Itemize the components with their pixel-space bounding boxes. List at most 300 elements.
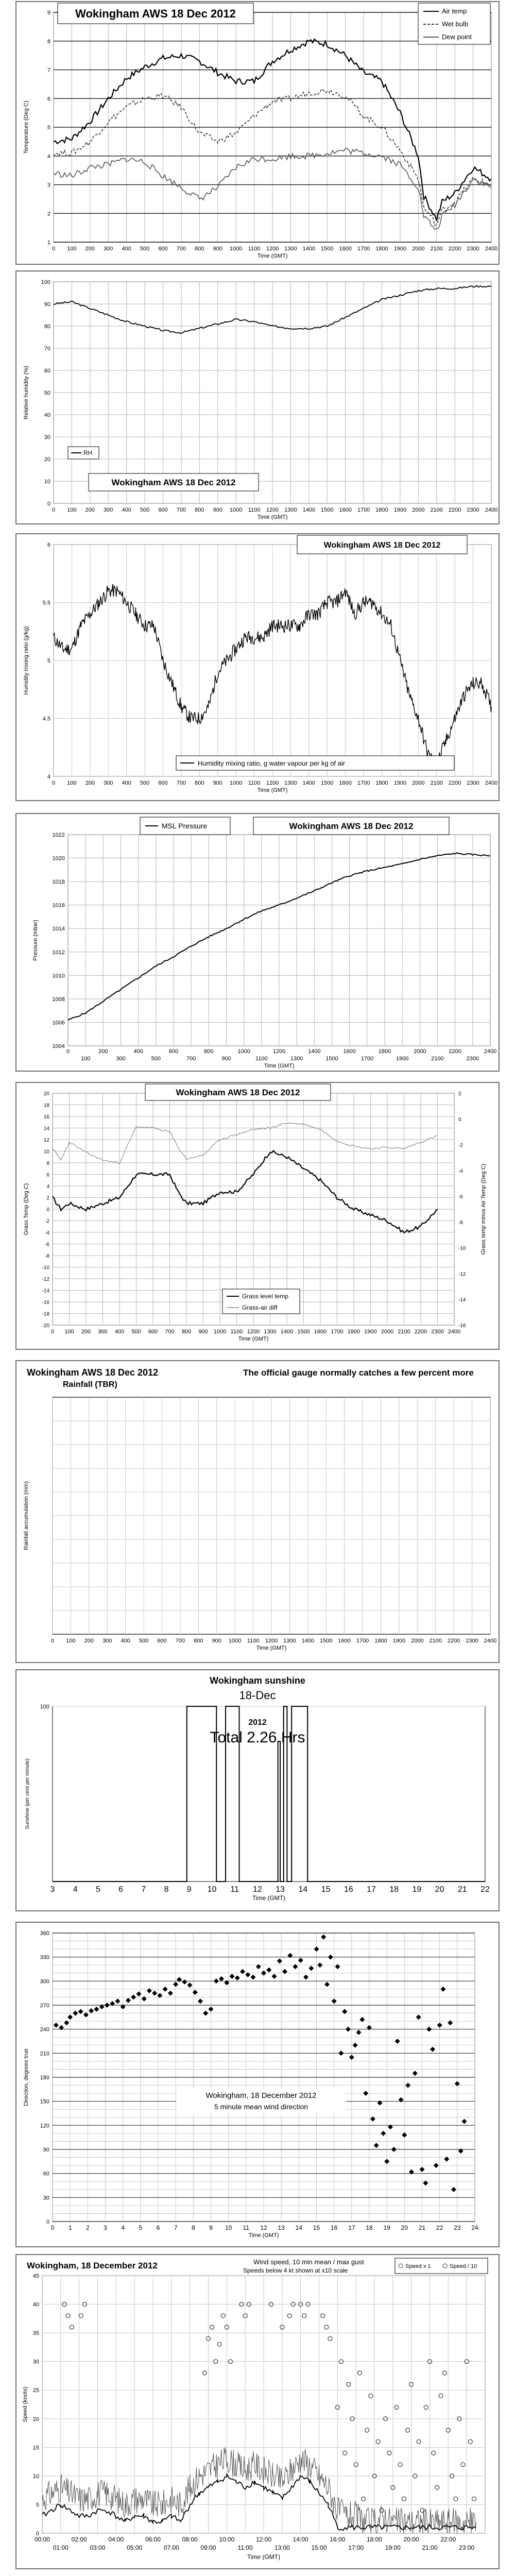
x-tick-label: 1700 — [360, 1056, 374, 1062]
legend-label: Grass level temp — [242, 1293, 289, 1300]
x-tick-label: 1 — [68, 2224, 72, 2231]
x-tick-label: 1400 — [280, 1329, 294, 1335]
y-axis-label: Grass temp minus Air Temp (Deg C) — [480, 1163, 487, 1255]
x-tick-label: 16:00 — [330, 2536, 346, 2543]
x-tick-label: 200 — [85, 507, 95, 513]
y-tick-label: -2 — [45, 1218, 49, 1225]
x-tick-label: 700 — [186, 1056, 196, 1062]
x-tick-label: 21:00 — [422, 2544, 438, 2551]
x-tick-label: 1500 — [297, 1329, 310, 1335]
x-tick-label: 2400 — [485, 780, 498, 786]
x-tick-label: 1300 — [283, 1638, 296, 1644]
x-tick-label: 100 — [67, 246, 77, 252]
x-tick-label: 700 — [165, 1329, 175, 1335]
y-tick-label: 6 — [46, 1172, 49, 1178]
x-axis-label: Time (GMT) — [256, 1645, 287, 1651]
x-tick-label: 0 — [66, 1048, 70, 1055]
sunshine-chart-panel — [15, 1669, 500, 1911]
chart-subtitle: Rainfall (TBR) — [63, 1380, 117, 1389]
y-tick-label: 2 — [46, 1195, 49, 1201]
y-tick-label: 120 — [40, 2123, 49, 2129]
x-tick-label: 3 — [104, 2224, 107, 2231]
x-tick-label: 2000 — [381, 1329, 394, 1335]
y-tick-label: -12 — [42, 1277, 49, 1282]
y-tick-label: 240 — [40, 2026, 49, 2033]
y-tick-label: 35 — [32, 2330, 39, 2337]
x-tick-label: 2300 — [467, 507, 479, 513]
x-tick-label: 1900 — [393, 780, 407, 786]
x-tick-label: 9 — [186, 1885, 192, 1894]
x-tick-label: 2000 — [412, 246, 425, 252]
y-tick-label: 1004 — [52, 1043, 65, 1049]
x-tick-label: 2100 — [430, 246, 443, 252]
y2-tick-label: -12 — [458, 1272, 466, 1277]
x-tick-label: 1400 — [302, 780, 316, 786]
x-tick-label: 1700 — [357, 507, 370, 513]
x-tick-label: 800 — [194, 1638, 203, 1644]
x-tick-label: 900 — [198, 1329, 208, 1335]
x-axis-label: Time (GMT) — [264, 1063, 295, 1069]
chart-title: Wokingham sunshine — [210, 1675, 305, 1686]
x-tick-label: 100 — [67, 507, 77, 513]
x-tick-label: 1600 — [339, 246, 352, 252]
temperature-chart-panel — [15, 1, 500, 265]
x-tick-label: 900 — [213, 507, 222, 513]
x-tick-label: 14:00 — [293, 2536, 308, 2543]
x-tick-label: 6 — [156, 2224, 160, 2231]
x-axis-label: Time (GMT) — [248, 2232, 279, 2239]
x-tick-label: 200 — [98, 1048, 108, 1055]
x-tick-label: 1800 — [347, 1329, 360, 1335]
y2-tick-label: -4 — [458, 1168, 463, 1174]
x-tick-label: 6 — [118, 1885, 124, 1894]
y-tick-label: 6 — [47, 542, 50, 548]
y-axis-label: Grass Temp (Deg C) — [23, 1183, 29, 1235]
x-tick-label: 2000 — [412, 780, 425, 786]
y-tick-label: -18 — [42, 1311, 49, 1317]
y-tick-label: 60 — [44, 368, 50, 374]
y-tick-label: 14 — [43, 1126, 49, 1132]
y-tick-label: 90 — [43, 2147, 49, 2153]
x-tick-label: 2100 — [430, 507, 443, 513]
rainfall-chart-panel — [15, 1360, 500, 1663]
y-tick-label: 5 — [47, 125, 50, 131]
x-tick-label: 16 — [344, 1885, 353, 1894]
y-tick-label: 60 — [43, 2171, 49, 2177]
y-tick-label: 210 — [40, 2050, 49, 2057]
y2-tick-label: -10 — [458, 1246, 466, 1251]
chart-subtitle: 5 minute mean wind direction — [214, 2103, 308, 2111]
x-tick-label: 1700 — [331, 1329, 344, 1335]
y-tick-label: 70 — [44, 346, 50, 352]
x-tick-label: 800 — [195, 507, 204, 513]
x-tick-label: 400 — [121, 1638, 130, 1644]
y-tick-label: -4 — [45, 1230, 49, 1236]
x-tick-label: 17 — [367, 1885, 376, 1894]
x-tick-label: 700 — [176, 507, 186, 513]
x-tick-label: 00:00 — [34, 2536, 50, 2543]
y-axis-label: Sunshine (per cent per minute) — [25, 1758, 30, 1829]
chart-title: Wokingham AWS 18 Dec 2012 — [289, 821, 414, 832]
x-tick-label: 1000 — [229, 246, 243, 252]
x-tick-label: 24 — [471, 2224, 478, 2231]
x-tick-label: 1000 — [228, 1638, 242, 1644]
y-tick-label: 30 — [44, 434, 50, 440]
y-tick-label: 8 — [47, 38, 50, 45]
x-tick-label: 500 — [140, 780, 150, 786]
x-tick-label: 16 — [330, 2224, 338, 2231]
x-tick-label: 1900 — [393, 507, 407, 513]
x-tick-label: 300 — [104, 507, 113, 513]
x-tick-label: 2400 — [485, 507, 498, 513]
x-tick-label: 2400 — [485, 246, 498, 252]
x-tick-label: 11 — [230, 1885, 239, 1894]
x-tick-label: 200 — [81, 1329, 91, 1335]
legend-label: MSL Pressure — [162, 822, 208, 830]
y-tick-label: 6 — [47, 96, 50, 103]
x-axis-label: Time (GMT) — [257, 514, 288, 520]
x-tick-label: 1300 — [284, 780, 297, 786]
x-tick-label: 2300 — [466, 1638, 478, 1644]
y-tick-label: 0 — [47, 501, 50, 507]
chart-title: Wokingham AWS 18 Dec 2012 — [111, 478, 236, 488]
x-tick-label: 17 — [348, 2224, 355, 2231]
x-tick-label: 13 — [278, 2224, 285, 2231]
y-tick-label: 0 — [36, 2531, 39, 2537]
x-tick-label: 0 — [52, 507, 56, 513]
x-tick-label: 1000 — [229, 507, 243, 513]
x-tick-label: 1500 — [320, 1638, 333, 1644]
x-tick-label: 600 — [158, 780, 168, 786]
x-tick-label: 2400 — [484, 1048, 497, 1055]
y-tick-label: 7 — [47, 67, 50, 74]
x-tick-label: 1100 — [248, 507, 261, 513]
x-tick-label: 20 — [435, 1885, 444, 1894]
x-tick-label: 5 — [139, 2224, 143, 2231]
x-tick-label: 1300 — [284, 507, 297, 513]
x-tick-label: 0 — [52, 780, 56, 786]
x-tick-label: 05:00 — [127, 2544, 143, 2551]
x-tick-label: 2300 — [431, 1329, 444, 1335]
x-tick-label: 1900 — [396, 1056, 409, 1062]
wind-speed-chart — [16, 2255, 499, 2568]
y-tick-label: 1008 — [52, 996, 65, 1003]
y-tick-label: 150 — [40, 2098, 49, 2105]
x-tick-label: 12 — [252, 1885, 262, 1894]
chart-title: Wokingham AWS 18 Dec 2012 — [75, 7, 236, 20]
x-tick-label: 17:00 — [348, 2544, 364, 2551]
x-tick-label: 06:00 — [145, 2536, 161, 2543]
x-axis-label: Time (GMT) — [257, 787, 288, 793]
x-tick-label: 1900 — [364, 1329, 377, 1335]
y-axis-label: Temperature (Deg C) — [23, 100, 29, 154]
x-tick-label: 19:00 — [385, 2544, 401, 2551]
x-tick-label: 7 — [141, 1885, 146, 1894]
x-tick-label: 1700 — [356, 1638, 369, 1644]
x-tick-label: 1600 — [314, 1329, 327, 1335]
x-tick-label: 19 — [412, 1885, 422, 1894]
y-tick-label: 45 — [32, 2273, 39, 2279]
y-tick-label: 300 — [40, 1978, 49, 1985]
chart-subtitle: Wind speed, 10 min mean / max gust — [253, 2258, 364, 2266]
y-tick-label: 0 — [46, 2219, 49, 2225]
y-tick-label: 4 — [47, 774, 50, 780]
pressure-chart — [16, 814, 499, 1071]
y-tick-label: 180 — [40, 2075, 49, 2081]
legend-label: RH — [83, 449, 93, 456]
mixing-ratio-chart — [16, 534, 499, 800]
x-tick-label: 1800 — [375, 780, 388, 786]
y-tick-label: 10 — [32, 2473, 39, 2480]
x-tick-label: 15 — [321, 1885, 331, 1894]
x-tick-label: 500 — [140, 507, 150, 513]
y-tick-label: 12 — [43, 1138, 49, 1143]
x-tick-label: 1500 — [321, 780, 334, 786]
y-tick-label: 1010 — [52, 973, 65, 979]
y-tick-label: -20 — [42, 1323, 49, 1329]
y-axis-label: Rainfall accumulation (mm) — [23, 1481, 29, 1550]
y-tick-label: 9 — [47, 10, 50, 16]
y-tick-label: 18 — [43, 1103, 49, 1109]
x-tick-label: 1800 — [375, 246, 388, 252]
x-tick-label: 200 — [84, 1638, 94, 1644]
chart-title: Wokingham, 18 December 2012 — [205, 2091, 317, 2100]
x-tick-label: 2200 — [448, 507, 461, 513]
x-tick-label: 2400 — [448, 1329, 461, 1335]
x-tick-label: 900 — [213, 246, 222, 252]
y-tick-label: 4 — [46, 1184, 49, 1190]
x-tick-label: 09:00 — [200, 2544, 216, 2551]
y-axis-label: Relative humidity (%) — [23, 366, 29, 419]
x-tick-label: 1100 — [230, 1329, 243, 1335]
y-tick-label: -14 — [42, 1288, 49, 1294]
y-tick-label: -16 — [42, 1300, 49, 1306]
x-tick-label: 1700 — [357, 246, 370, 252]
y-tick-label: 25 — [32, 2387, 39, 2394]
wind-direction-chart — [16, 1923, 499, 2246]
x-tick-label: 500 — [131, 1329, 141, 1335]
x-tick-label: 1300 — [264, 1329, 277, 1335]
y-tick-label: 0 — [46, 1207, 49, 1213]
y2-tick-label: -14 — [458, 1297, 466, 1303]
x-tick-label: 2 — [85, 2224, 90, 2231]
y-tick-label: 8 — [46, 1161, 49, 1166]
grass-temp-chart — [16, 1083, 499, 1349]
y-tick-label: 1016 — [52, 902, 65, 909]
y-tick-label: 1022 — [52, 832, 65, 838]
x-tick-label: 5 — [95, 1885, 100, 1894]
x-tick-label: 800 — [195, 246, 204, 252]
x-tick-label: 22 — [436, 2224, 443, 2231]
x-tick-label: 18 — [389, 1885, 399, 1894]
x-tick-label: 1200 — [272, 1048, 286, 1055]
x-tick-label: 18:00 — [366, 2536, 383, 2543]
x-tick-label: 02:00 — [71, 2536, 87, 2543]
chart-note: The official gauge normally catches a few percent more — [243, 1368, 474, 1378]
x-tick-label: 600 — [148, 1329, 158, 1335]
x-tick-label: 100 — [66, 1638, 76, 1644]
y-tick-label: -10 — [42, 1265, 49, 1271]
y-tick-label: 30 — [43, 2195, 49, 2201]
x-tick-label: 1100 — [248, 780, 261, 786]
y-axis-label: Humidity mixing ratio (g/kg) — [23, 626, 29, 695]
temperature-chart — [16, 2, 499, 264]
x-tick-label: 2300 — [466, 1056, 479, 1062]
y-tick-label: 10 — [43, 1149, 49, 1155]
x-tick-label: 2200 — [414, 1329, 427, 1335]
y-tick-label: 90 — [44, 301, 50, 308]
x-tick-label: 1600 — [339, 780, 352, 786]
y-tick-label: 40 — [32, 2301, 39, 2308]
x-tick-label: 1800 — [378, 1048, 391, 1055]
x-tick-label: 0 — [50, 1329, 55, 1335]
x-axis-label: Time (GMT) — [247, 2553, 281, 2561]
x-tick-label: 2100 — [429, 1638, 442, 1644]
x-tick-label: 20 — [401, 2224, 408, 2231]
x-tick-label: 1500 — [321, 507, 334, 513]
y2-tick-label: -2 — [458, 1143, 463, 1148]
y-tick-label: 1018 — [52, 879, 65, 886]
y-tick-label: 50 — [44, 390, 50, 396]
x-tick-label: 9 — [209, 2224, 213, 2231]
y-tick-label: 100 — [41, 279, 50, 285]
x-tick-label: 1100 — [255, 1056, 268, 1062]
x-tick-label: 11:00 — [237, 2544, 253, 2551]
x-tick-label: 19 — [383, 2224, 390, 2231]
x-tick-label: 15 — [313, 2224, 320, 2231]
y-tick-label: 3 — [47, 182, 50, 189]
x-tick-label: 500 — [139, 1638, 149, 1644]
x-tick-label: 1300 — [290, 1056, 303, 1062]
y-tick-label: 330 — [40, 1954, 49, 1961]
x-tick-label: 2000 — [414, 1048, 426, 1055]
legend-label: Speed / 10 — [450, 2263, 477, 2269]
x-tick-label: 300 — [116, 1056, 126, 1062]
y-tick-label: 270 — [40, 2003, 49, 2009]
x-tick-label: 2300 — [467, 246, 479, 252]
x-tick-label: 100 — [64, 1329, 74, 1335]
x-tick-label: 1200 — [266, 507, 279, 513]
mixing-ratio-chart-panel — [15, 533, 500, 801]
y2-tick-label: 2 — [458, 1091, 461, 1097]
x-tick-label: 22:00 — [440, 2536, 456, 2543]
chart-subtitle: Speeds below 4 kt shown at x10 scale — [243, 2267, 348, 2274]
y-tick-label: 1 — [47, 240, 50, 246]
x-tick-label: 2100 — [398, 1329, 410, 1335]
x-tick-label: 1100 — [247, 1638, 260, 1644]
x-tick-label: 1500 — [321, 246, 334, 252]
x-tick-label: 03:00 — [90, 2544, 106, 2551]
x-tick-label: 07:00 — [163, 2544, 179, 2551]
x-tick-label: 1900 — [393, 246, 407, 252]
x-tick-label: 20:00 — [403, 2536, 419, 2543]
x-tick-label: 12 — [260, 2224, 267, 2231]
x-tick-label: 22 — [480, 1885, 490, 1894]
x-tick-label: 2400 — [484, 1638, 497, 1644]
x-tick-label: 1400 — [308, 1048, 321, 1055]
x-tick-label: 200 — [85, 780, 95, 786]
y-tick-label: -6 — [45, 1242, 49, 1248]
x-tick-label: 12:00 — [255, 2536, 272, 2543]
legend-label: Dew point — [442, 33, 472, 41]
x-tick-label: 800 — [195, 780, 204, 786]
x-tick-label: 21 — [457, 1885, 467, 1894]
y-tick-label: 100 — [40, 1704, 49, 1710]
y-tick-label: 1012 — [52, 949, 65, 956]
sunshine-chart — [16, 1670, 499, 1910]
x-tick-label: 1600 — [343, 1048, 356, 1055]
y-tick-label: 4.5 — [42, 716, 50, 722]
wind-speed-chart-panel — [15, 2254, 500, 2569]
chart-year: 2012 — [248, 1718, 267, 1727]
x-tick-label: 1900 — [392, 1638, 406, 1644]
x-tick-label: 1800 — [375, 507, 388, 513]
y2-tick-label: -6 — [458, 1194, 463, 1200]
x-tick-label: 3 — [50, 1885, 55, 1894]
x-tick-label: 8 — [191, 2224, 195, 2231]
x-tick-label: 1200 — [265, 1638, 278, 1644]
x-tick-label: 7 — [174, 2224, 178, 2231]
x-tick-label: 2000 — [412, 507, 425, 513]
x-tick-label: 300 — [104, 246, 113, 252]
y-tick-label: 4 — [47, 153, 50, 160]
y-tick-label: 10 — [44, 479, 50, 485]
y-tick-label: 15 — [32, 2445, 39, 2451]
x-tick-label: 600 — [168, 1048, 179, 1055]
x-tick-label: 14 — [298, 1885, 308, 1894]
x-tick-label: 1200 — [247, 1329, 260, 1335]
x-tick-label: 1500 — [325, 1056, 338, 1062]
x-tick-label: 2100 — [430, 780, 443, 786]
pressure-chart-panel — [15, 813, 500, 1072]
y-axis-label: Pressure (mbar) — [32, 920, 39, 961]
x-tick-label: 600 — [158, 507, 168, 513]
y-tick-label: 1020 — [52, 855, 65, 862]
y2-tick-label: -8 — [458, 1220, 463, 1226]
x-tick-label: 1000 — [237, 1048, 250, 1055]
x-tick-label: 4 — [121, 2224, 125, 2231]
x-tick-label: 300 — [102, 1638, 112, 1644]
x-tick-label: 800 — [181, 1329, 192, 1335]
x-tick-label: 1700 — [357, 780, 370, 786]
legend-label: Grass-air diff — [242, 1304, 278, 1311]
x-tick-label: 500 — [151, 1056, 161, 1062]
x-tick-label: 1800 — [374, 1638, 387, 1644]
chart-subtitle: 18-Dec — [239, 1689, 276, 1702]
grass-temp-chart-panel — [15, 1082, 500, 1350]
x-tick-label: 23:00 — [459, 2544, 475, 2551]
x-tick-label: 0 — [52, 246, 56, 252]
x-tick-label: 600 — [158, 246, 168, 252]
x-tick-label: 2200 — [448, 780, 461, 786]
y-tick-label: -8 — [45, 1253, 49, 1259]
x-tick-label: 400 — [122, 507, 131, 513]
x-tick-label: 900 — [212, 1638, 221, 1644]
x-tick-label: 14 — [295, 2224, 303, 2231]
x-tick-label: 1200 — [266, 780, 279, 786]
x-tick-label: 300 — [104, 780, 113, 786]
x-axis-label: Time (GMT) — [238, 1336, 269, 1342]
x-tick-label: 13:00 — [274, 2544, 290, 2551]
x-tick-label: 1000 — [229, 780, 243, 786]
y2-tick-label: -16 — [458, 1323, 466, 1329]
y-tick-label: 16 — [43, 1114, 49, 1120]
chart-title: Wokingham AWS 18 Dec 2012 — [176, 1088, 300, 1098]
x-tick-label: 2100 — [431, 1056, 444, 1062]
chart-title: Wokingham AWS 18 Dec 2012 — [323, 540, 441, 550]
x-tick-label: 100 — [67, 780, 77, 786]
y-tick-label: 20 — [43, 1091, 49, 1097]
